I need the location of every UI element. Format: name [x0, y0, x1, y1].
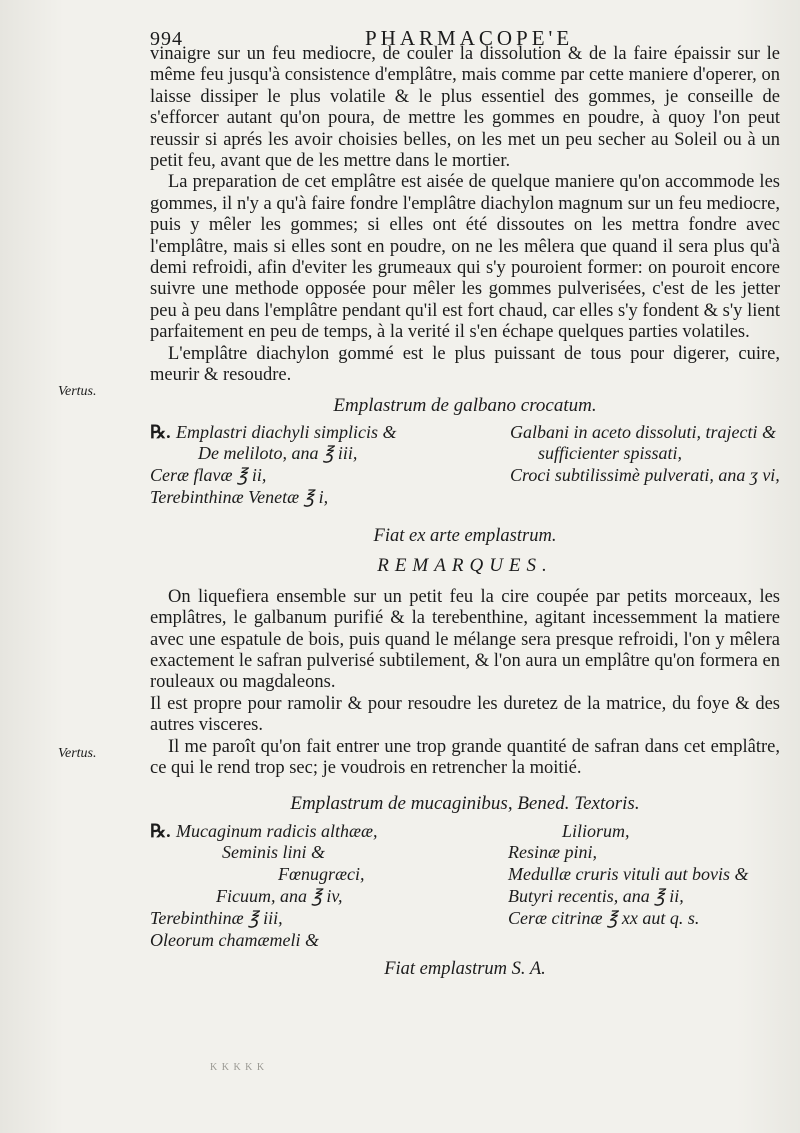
ingredient-line: Fœnugræci,: [278, 863, 365, 884]
ingredient-line: Resinæ pini,: [508, 841, 597, 862]
ingredient-line: Terebinthinæ Venetæ ℥ i,: [150, 486, 329, 507]
ingredient-line: Terebinthinæ ℥ iii,: [150, 907, 283, 928]
page-body: [150, 44, 780, 988]
paragraph-preparation: La preparation de cet emplâtre est aisée de quelque maniere qu'on accommode les gommes, il n'y a qu'à faire fondre l'emplâtre diachylon magnum sur un feu mediocre, puis y mêler les gommes; si elles ont été dissoutes on les mettra fondre avec l'emplâtre, mais si elles sont en poudre, on ne les mêlera que quand il sera plus qu'à demi refroidi, afin d'eviter les grumeaux qui s'y pouroient former: on pouroit encore suivre une methode opposée pour mêler les gommes pulverisées, c'est de les jetter peu à peu dans l'emplâtre pendant qu'il est fort chaud, car elles s'y fondent & s'y lient parfaitement en peu de temps, à la verité il s'en échape quelques parties volatiles.: [150, 172, 780, 343]
paragraph-vertus-1: L'emplâtre diachylon gommé est le plus puissant de tous pour digerer, cuire, meurir & resoudre.: [150, 343, 780, 386]
ingredient-line: Mucaginum radicis althææ,: [176, 820, 378, 841]
ingredient-line: Ceræ flavæ ℥ ii,: [150, 464, 267, 485]
ingredient-line: Liliorum,: [562, 820, 630, 841]
ingredient-line: Oleorum chamæmeli &: [150, 929, 319, 950]
ingredient-line: De meliloto, ana ℥ iii,: [198, 442, 358, 463]
recipe-title-galbano: Emplastrum de galbano crocatum.: [333, 394, 597, 416]
recipe-title-mucaginibus: Emplastrum de mucaginibus, Bened. Textoris.: [290, 793, 640, 815]
recipe-symbol: ℞.: [150, 820, 171, 841]
margin-note-vertus: Vertus.: [58, 384, 97, 399]
recipe-fiat-mucaginibus: Fiat emplastrum S. A.: [384, 958, 546, 979]
ingredient-line: sufficienter spissati,: [538, 442, 682, 463]
ingredient-line: Ficuum, ana ℥ iv,: [216, 885, 343, 906]
page-number: 994: [150, 28, 183, 50]
paragraph-opinion: Il me paroît qu'on fait entrer une trop grande quantité de safran dans cet emplâtre, ce qui le rend trop sec; je voudrois en retrencher la moitié.: [150, 736, 780, 778]
ingredient-line: Butyri recentis, ana ℥ ii,: [508, 885, 684, 906]
paragraph-remarques: On liquefiera ensemble sur un petit feu la cire coupée par petits morceaux, les emplâtres, le galbanum purifié & la terebenthine, agitant incessemment la matiere avec une espatule de bois, puis quand le mélange sera presque refroidi, l'on y mêlera exactement le safran pulverisé subtilement, & l'on aura un emplâtre qu'on formera en rouleaux ou magdaleons.: [150, 586, 780, 693]
paragraph-continuation: vinaigre sur un feu mediocre, de couler la dissolution & de la faire épaissir sur le même feu jusqu'à consistence d'emplâtre, mais comme par cette maniere d'operer, on laisse dissiper le plus volatile & le plus essentiel des gommes, je conseille de s'efforcer autant qu'on poura, de mettre les gommes en poudre, à quoy l'on peut reussir si aprés les avoir choisies belles, on les met un peu secher au Soleil ou à un petit feu, avant que de les mettre dans le mortier.: [150, 44, 780, 172]
ingredient-line: Croci subtilissimè pulverati, ana ʒ vi,: [510, 464, 780, 485]
recipe-ingredients-galbano: [150, 422, 780, 518]
recipe-ingredients-mucaginibus: [150, 821, 780, 951]
show-through-text: K K K K K: [210, 1062, 266, 1073]
ingredient-line: Emplastri diachyli simplicis &: [176, 421, 397, 442]
ingredient-line: Seminis lini &: [222, 841, 325, 862]
remarques-heading: REMARQUES.: [377, 555, 553, 577]
ingredient-line: Medullæ cruris vituli aut bovis &: [508, 863, 749, 884]
ingredient-line: Galbani in aceto dissoluti, trajecti &: [510, 421, 776, 442]
running-head: PHARMACOPE'E: [365, 26, 574, 50]
margin-note-vertus: Vertus.: [58, 746, 97, 761]
ingredient-line: Ceræ citrinæ ℥ xx aut q. s.: [508, 907, 700, 928]
recipe-fiat-galbano: Fiat ex arte emplastrum.: [373, 525, 557, 546]
recipe-symbol: ℞.: [150, 421, 171, 442]
paragraph-vertus-2: Il est propre pour ramolir & pour resoudre les duretez de la matrice, du foye & des autres visceres.: [150, 693, 780, 736]
